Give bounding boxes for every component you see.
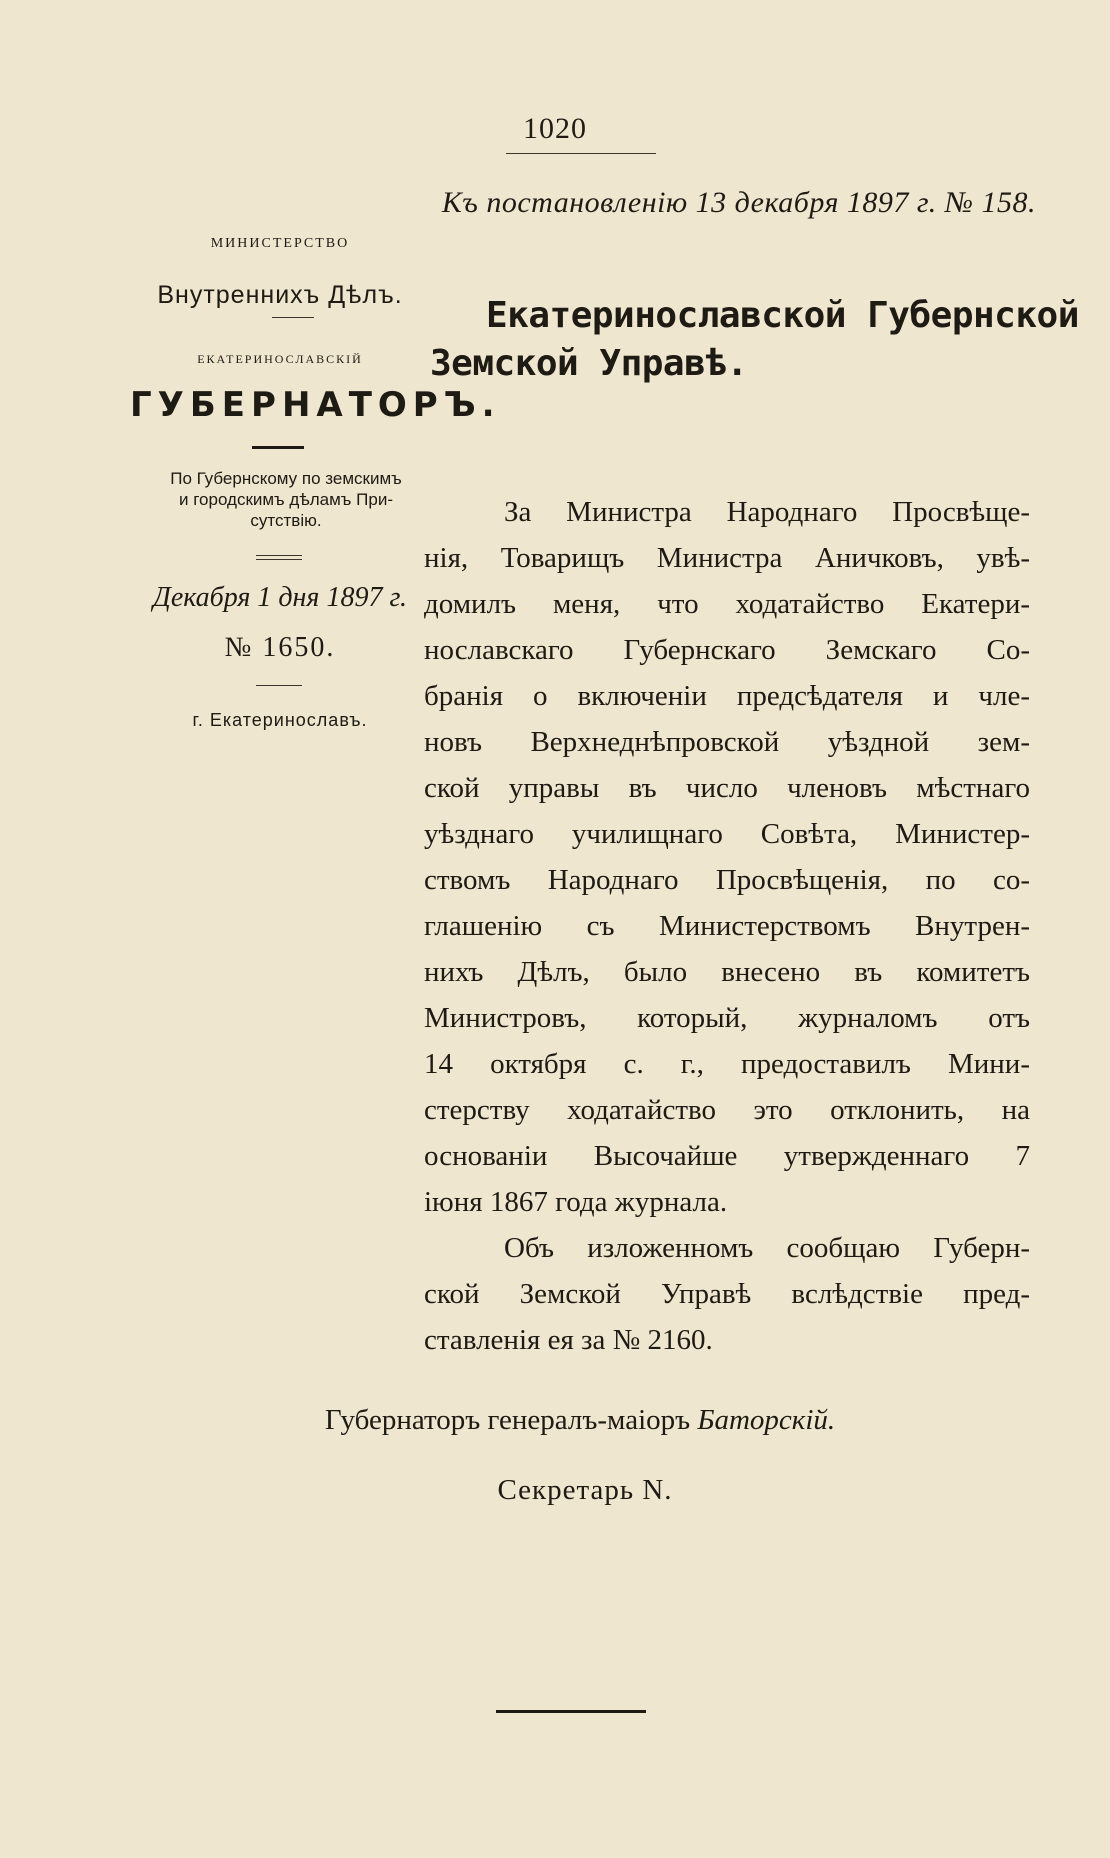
body-line: нія, Товарищъ Министра Аничковъ, увѣ- xyxy=(424,542,1030,574)
presence-line: По Губернскому по земскимъ xyxy=(170,469,402,488)
body-line: Министровъ, который, журналомъ отъ xyxy=(424,1002,1030,1034)
governor-title: ГУБЕРНАТОРЪ. xyxy=(130,385,501,425)
body-line: Объ изложенномъ сообщаю Губерн- xyxy=(504,1232,1030,1264)
addressee xyxy=(430,292,1079,388)
ministry-label: министерство xyxy=(210,230,350,252)
signature-name: Баторскій. xyxy=(697,1404,836,1436)
presence-label xyxy=(128,468,444,531)
body-line: ставленія ея за № 2160. xyxy=(424,1324,713,1356)
signature-line xyxy=(0,1404,1110,1437)
body-line: іюня 1867 года журнала. xyxy=(424,1186,728,1218)
presence-line: и городскимъ дѣламъ При- xyxy=(178,490,393,509)
body-line: ствомъ Народнаго Просвѣщенія, по со- xyxy=(424,864,1030,896)
body-line: нославскаго Губернскаго Земскаго Со- xyxy=(424,634,1030,666)
secretary-line: Секретарь N. xyxy=(497,1474,673,1506)
addressee-line: Земской Управѣ. xyxy=(430,343,748,384)
signature-title: Губернаторъ генералъ-маіоръ xyxy=(324,1404,691,1436)
body-line: новъ Верхнеднѣпровской уѣздной зем- xyxy=(424,726,1030,758)
governor-region: екатеринославскій xyxy=(197,348,363,367)
body-line: домилъ меня, что ходатайство Екатери- xyxy=(424,588,1030,620)
letter-date: Декабря 1 дня 1897 г. xyxy=(153,582,407,613)
body-line: уѣзднаго училищнаго Совѣта, Министер- xyxy=(424,818,1030,850)
outgoing-number: № 1650. xyxy=(224,632,336,663)
body-line: 14 октября с. г., предоставилъ Мини- xyxy=(424,1048,1030,1080)
body-line: стерству ходатайство это отклонить, на xyxy=(424,1094,1030,1126)
divider-bold xyxy=(252,446,304,449)
body-line: основаніи Высочайше утвержденнаго 7 xyxy=(424,1140,1030,1172)
body-line: ской управы въ число членовъ мѣстнаго xyxy=(424,772,1030,804)
presence-line: сутствію. xyxy=(250,511,322,530)
ministry-department: Внутреннихъ Дѣлъ. xyxy=(157,281,403,309)
double-divider xyxy=(256,555,302,560)
page-number: 1020 xyxy=(523,112,587,145)
body-line: ской Земской Управѣ вслѣдствіе пред- xyxy=(424,1278,1030,1310)
divider xyxy=(272,317,314,318)
body-line: За Министра Народнаго Просвѣще- xyxy=(504,496,1030,528)
reference-line: Къ постановленію 13 декабря 1897 г. № 158. xyxy=(441,186,1036,219)
body-line: нихъ Дѣлъ, было внесено въ комитетъ xyxy=(424,956,1030,988)
closing-rule xyxy=(496,1710,646,1713)
letter-body xyxy=(424,489,1030,1363)
city: г. Екатеринославъ. xyxy=(192,710,368,730)
divider xyxy=(256,685,302,686)
page-number-rule xyxy=(506,153,656,154)
body-line: глашенію съ Министерствомъ Внутрен- xyxy=(424,910,1030,942)
addressee-line: Екатеринославской Губернской xyxy=(486,295,1079,336)
body-line: бранія о включеніи предсѣдателя и чле- xyxy=(424,680,1030,712)
